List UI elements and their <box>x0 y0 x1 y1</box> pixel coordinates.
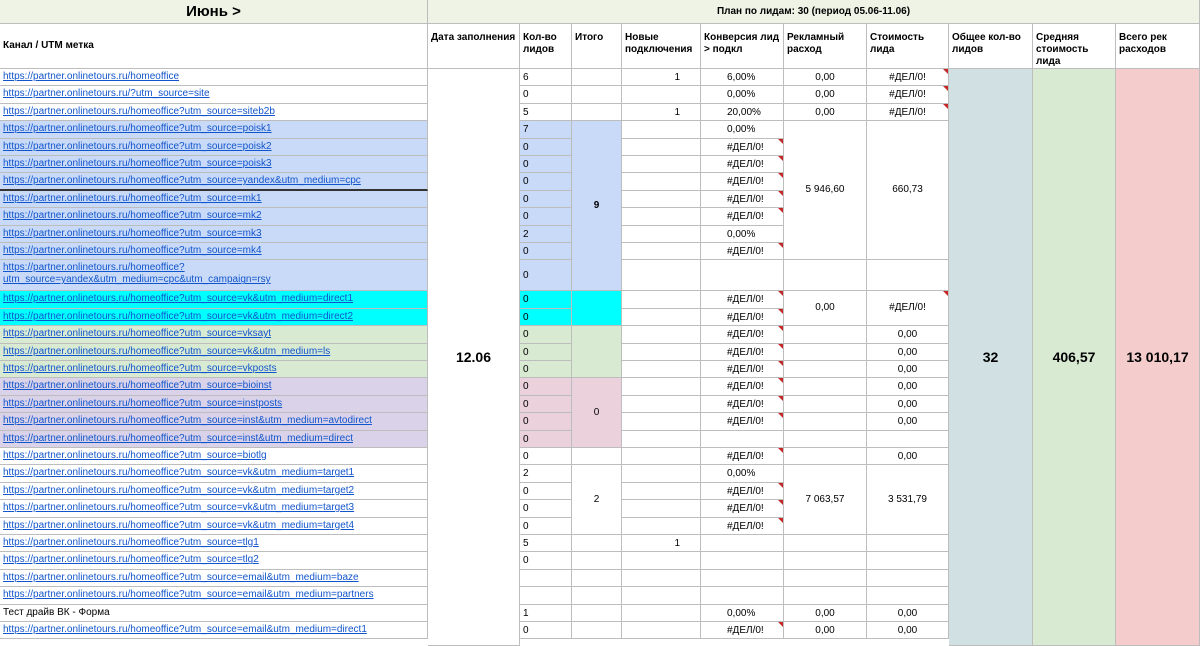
table-row-spend[interactable] <box>784 448 867 465</box>
table-row-conversion[interactable]: #ДЕЛ/0! <box>701 413 784 430</box>
table-row-new[interactable] <box>622 378 701 395</box>
table-row-new[interactable] <box>622 518 701 535</box>
table-row-new[interactable] <box>622 86 701 103</box>
table-row-spend[interactable] <box>784 326 867 343</box>
table-row-conversion[interactable] <box>701 552 784 569</box>
vk-direct-total-cell[interactable] <box>572 291 622 326</box>
table-row-conversion[interactable]: #ДЕЛ/0! <box>701 518 784 535</box>
table-row-total[interactable] <box>572 448 622 465</box>
table-row-new[interactable] <box>622 396 701 413</box>
table-row-leads[interactable]: 0 <box>520 396 572 413</box>
table-row-spend[interactable] <box>784 413 867 430</box>
column-header-leads[interactable]: Кол-во лидов <box>520 24 572 69</box>
table-row-leads[interactable]: 0 <box>520 243 572 260</box>
table-row-leads[interactable]: 0 <box>520 431 572 448</box>
table-row-total[interactable] <box>572 535 622 552</box>
table-row-conversion[interactable]: 0,00% <box>701 121 784 138</box>
table-row-conversion[interactable]: #ДЕЛ/0! <box>701 622 784 639</box>
yandex-spend-cell[interactable]: 5 946,60 <box>784 121 867 260</box>
table-row-cost[interactable] <box>867 260 949 291</box>
table-row-cost[interactable] <box>867 431 949 448</box>
table-row-conversion[interactable]: 0,00% <box>701 605 784 622</box>
table-row-channel[interactable]: https://partner.onlinetours.ru/homeoffice?utm_source=bioinst <box>0 378 428 395</box>
yandex-total-cell[interactable]: 9 <box>572 121 622 291</box>
table-row-new[interactable]: 1 <box>622 535 701 552</box>
column-header-total[interactable]: Итого <box>572 24 622 69</box>
table-row-channel[interactable]: https://partner.onlinetours.ru/homeoffice?utm_source=email&utm_medium=direct1 <box>0 622 428 639</box>
table-row-new[interactable]: 1 <box>622 104 701 121</box>
vk-direct-spend-cell[interactable]: 0,00 <box>784 291 867 326</box>
table-row-conversion[interactable]: #ДЕЛ/0! <box>701 173 784 190</box>
table-row-cost[interactable] <box>867 535 949 552</box>
table-row-leads[interactable]: 0 <box>520 139 572 156</box>
table-row-channel[interactable]: https://partner.onlinetours.ru/homeoffice?utm_source=poisk1 <box>0 121 428 138</box>
table-row-channel[interactable]: https://partner.onlinetours.ru/homeoffice?utm_source=poisk2 <box>0 139 428 156</box>
table-row-new[interactable] <box>622 605 701 622</box>
table-row-new[interactable] <box>622 465 701 482</box>
table-row-channel[interactable]: https://partner.onlinetours.ru/homeoffice?utm_source=tlg2 <box>0 552 428 569</box>
table-row-spend[interactable] <box>784 344 867 361</box>
column-header-date[interactable]: Дата заполнения <box>428 24 520 69</box>
table-row-spend[interactable]: 0,00 <box>784 622 867 639</box>
table-row-new[interactable] <box>622 309 701 326</box>
table-row-channel[interactable]: https://partner.onlinetours.ru/?utm_source=site <box>0 86 428 103</box>
table-row-channel[interactable]: https://partner.onlinetours.ru/homeoffice?utm_source=inst&utm_medium=avtodirect <box>0 413 428 430</box>
table-row-new[interactable] <box>622 191 701 208</box>
table-row-conversion[interactable] <box>701 431 784 448</box>
table-row-conversion[interactable]: 6,00% <box>701 69 784 86</box>
table-row-leads[interactable]: 0 <box>520 86 572 103</box>
column-header-conversion[interactable]: Конверсия лид > подкл <box>701 24 784 69</box>
table-row-spend[interactable]: 0,00 <box>784 605 867 622</box>
table-row-leads[interactable]: 0 <box>520 378 572 395</box>
table-row-spend[interactable] <box>784 431 867 448</box>
table-row-new[interactable] <box>622 226 701 243</box>
table-row-new[interactable] <box>622 291 701 308</box>
table-row-cost[interactable] <box>867 587 949 604</box>
table-row-channel[interactable]: https://partner.onlinetours.ru/homeoffice?utm_source=vkposts <box>0 361 428 378</box>
target-cost-cell[interactable]: 3 531,79 <box>867 465 949 535</box>
table-row-leads[interactable]: 2 <box>520 226 572 243</box>
table-row-channel[interactable]: https://partner.onlinetours.ru/homeoffice?utm_source=email&utm_medium=partners <box>0 587 428 604</box>
date-cell[interactable]: 12.06 <box>428 69 520 646</box>
table-row-new[interactable] <box>622 431 701 448</box>
table-row-conversion[interactable]: #ДЕЛ/0! <box>701 326 784 343</box>
table-row-conversion[interactable]: #ДЕЛ/0! <box>701 191 784 208</box>
table-row-total[interactable] <box>572 104 622 121</box>
table-row-conversion[interactable] <box>701 587 784 604</box>
table-row-total[interactable] <box>572 69 622 86</box>
table-row-new[interactable] <box>622 361 701 378</box>
vk-total-cell[interactable] <box>572 326 622 378</box>
table-row-cost[interactable]: 0,00 <box>867 413 949 430</box>
table-row-cost[interactable]: 0,00 <box>867 448 949 465</box>
table-row-spend[interactable] <box>784 396 867 413</box>
table-row-leads[interactable]: 2 <box>520 465 572 482</box>
table-row-new[interactable] <box>622 413 701 430</box>
table-row-leads[interactable]: 0 <box>520 413 572 430</box>
table-row-conversion[interactable]: 0,00% <box>701 465 784 482</box>
table-row-total[interactable] <box>572 552 622 569</box>
table-row-channel[interactable]: https://partner.onlinetours.ru/homeoffice?utm_source=poisk3 <box>0 156 428 173</box>
table-row-channel[interactable]: https://partner.onlinetours.ru/homeoffice?utm_source=vk&utm_medium=target1 <box>0 465 428 482</box>
table-row-channel[interactable]: https://partner.onlinetours.ru/homeoffice?utm_source=instposts <box>0 396 428 413</box>
table-row-new[interactable] <box>622 173 701 190</box>
table-row-cost[interactable]: 0,00 <box>867 605 949 622</box>
table-row-conversion[interactable]: #ДЕЛ/0! <box>701 344 784 361</box>
table-row-leads[interactable]: 0 <box>520 173 572 190</box>
table-row-leads[interactable]: 0 <box>520 518 572 535</box>
table-row-cost[interactable]: 0,00 <box>867 378 949 395</box>
table-row-spend[interactable] <box>784 587 867 604</box>
table-row-conversion[interactable] <box>701 260 784 291</box>
table-row-conversion[interactable]: 0,00% <box>701 86 784 103</box>
table-row-new[interactable] <box>622 570 701 587</box>
table-row-leads[interactable]: 0 <box>520 208 572 225</box>
table-row-conversion[interactable]: #ДЕЛ/0! <box>701 156 784 173</box>
table-row-spend[interactable] <box>784 378 867 395</box>
table-row-total[interactable] <box>572 570 622 587</box>
table-row-leads[interactable]: 0 <box>520 361 572 378</box>
table-row-leads[interactable]: 7 <box>520 121 572 138</box>
table-row-channel[interactable]: https://partner.onlinetours.ru/homeoffice?utm_source=vk&utm_medium=target2 <box>0 483 428 500</box>
table-row-new[interactable] <box>622 448 701 465</box>
table-row-leads[interactable]: 5 <box>520 535 572 552</box>
all-leads-cell[interactable]: 32 <box>949 69 1033 646</box>
table-row-leads[interactable] <box>520 587 572 604</box>
table-row-new[interactable]: 1 <box>622 69 701 86</box>
table-row-leads[interactable]: 0 <box>520 156 572 173</box>
table-row-conversion[interactable]: #ДЕЛ/0! <box>701 309 784 326</box>
table-row-conversion[interactable] <box>701 535 784 552</box>
table-row-channel[interactable]: Тест драйв ВК - Форма <box>0 605 428 622</box>
table-row-new[interactable] <box>622 500 701 517</box>
table-row-cost[interactable]: 0,00 <box>867 326 949 343</box>
table-row-channel[interactable]: https://partner.onlinetours.ru/homeoffice?utm_source=tlg1 <box>0 535 428 552</box>
table-row-leads[interactable]: 0 <box>520 622 572 639</box>
table-row-cost[interactable]: 0,00 <box>867 622 949 639</box>
table-row-channel[interactable]: https://partner.onlinetours.ru/homeoffice?utm_source=vk&utm_medium=ls <box>0 344 428 361</box>
table-row-leads[interactable]: 0 <box>520 309 572 326</box>
table-row-cost[interactable]: 0,00 <box>867 361 949 378</box>
column-header-channel[interactable]: Канал / UTM метка <box>0 24 428 69</box>
table-row-spend[interactable] <box>784 260 867 291</box>
table-row-total[interactable] <box>572 86 622 103</box>
table-row-channel[interactable]: https://partner.onlinetours.ru/homeoffice <box>0 69 428 86</box>
table-row-leads[interactable]: 0 <box>520 344 572 361</box>
table-row-conversion[interactable]: #ДЕЛ/0! <box>701 361 784 378</box>
target-total-cell[interactable]: 2 <box>572 465 622 535</box>
table-row-leads[interactable]: 0 <box>520 191 572 208</box>
table-row-channel[interactable]: https://partner.onlinetours.ru/homeoffice?utm_source=yandex&utm_medium=cpc&utm_campaign=rsy <box>0 260 428 291</box>
table-row-spend[interactable] <box>784 535 867 552</box>
table-row-new[interactable] <box>622 208 701 225</box>
table-row-channel[interactable]: https://partner.onlinetours.ru/homeoffice?utm_source=vk&utm_medium=target3 <box>0 500 428 517</box>
table-row-spend[interactable] <box>784 361 867 378</box>
table-row-total[interactable] <box>572 605 622 622</box>
table-row-cost[interactable] <box>867 552 949 569</box>
avg-cost-cell[interactable]: 406,57 <box>1033 69 1116 646</box>
table-row-channel[interactable]: https://partner.onlinetours.ru/homeoffice?utm_source=mk4 <box>0 243 428 260</box>
table-row-leads[interactable]: 0 <box>520 260 572 291</box>
table-row-leads[interactable]: 0 <box>520 326 572 343</box>
table-row-leads[interactable]: 5 <box>520 104 572 121</box>
table-row-total[interactable] <box>572 622 622 639</box>
table-row-conversion[interactable]: #ДЕЛ/0! <box>701 291 784 308</box>
table-row-conversion[interactable]: #ДЕЛ/0! <box>701 139 784 156</box>
column-header-avg-cost[interactable]: Средняя стоимость лида <box>1033 24 1116 69</box>
plan-header[interactable]: План по лидам: 30 (период 05.06-11.06) <box>428 0 1200 24</box>
table-row-channel[interactable]: https://partner.onlinetours.ru/homeoffice?utm_source=vk&utm_medium=target4 <box>0 518 428 535</box>
table-row-conversion[interactable]: #ДЕЛ/0! <box>701 448 784 465</box>
table-row-channel[interactable]: https://partner.onlinetours.ru/homeoffice?utm_source=vk&utm_medium=direct2 <box>0 309 428 326</box>
table-row-spend[interactable]: 0,00 <box>784 86 867 103</box>
table-row-leads[interactable]: 6 <box>520 69 572 86</box>
all-spend-cell[interactable]: 13 010,17 <box>1116 69 1200 646</box>
table-row-channel[interactable]: https://partner.onlinetours.ru/homeoffice?utm_source=yandex&utm_medium=cpc <box>0 173 428 190</box>
table-row-new[interactable] <box>622 344 701 361</box>
table-row-spend[interactable]: 0,00 <box>784 69 867 86</box>
table-row-conversion[interactable]: #ДЕЛ/0! <box>701 378 784 395</box>
table-row-conversion[interactable]: #ДЕЛ/0! <box>701 396 784 413</box>
table-row-cost[interactable]: #ДЕЛ/0! <box>867 69 949 86</box>
table-row-leads[interactable]: 1 <box>520 605 572 622</box>
table-row-conversion[interactable]: #ДЕЛ/0! <box>701 483 784 500</box>
table-row-conversion[interactable] <box>701 570 784 587</box>
table-row-new[interactable] <box>622 622 701 639</box>
month-header[interactable]: Июнь > <box>0 0 428 24</box>
table-row-cost[interactable]: 0,00 <box>867 344 949 361</box>
table-row-new[interactable] <box>622 260 701 291</box>
column-header-all-spend[interactable]: Всего рек расходов <box>1116 24 1200 69</box>
column-header-new[interactable]: Новые подключения <box>622 24 701 69</box>
table-row-cost[interactable]: 0,00 <box>867 396 949 413</box>
table-row-spend[interactable] <box>784 552 867 569</box>
table-row-leads[interactable]: 0 <box>520 552 572 569</box>
table-row-conversion[interactable]: #ДЕЛ/0! <box>701 243 784 260</box>
table-row-conversion[interactable]: 0,00% <box>701 226 784 243</box>
table-row-new[interactable] <box>622 483 701 500</box>
table-row-conversion[interactable]: #ДЕЛ/0! <box>701 208 784 225</box>
table-row-new[interactable] <box>622 139 701 156</box>
table-row-new[interactable] <box>622 587 701 604</box>
table-row-new[interactable] <box>622 121 701 138</box>
table-row-new[interactable] <box>622 552 701 569</box>
table-row-channel[interactable]: https://partner.onlinetours.ru/homeoffice?utm_source=vksayt <box>0 326 428 343</box>
table-row-cost[interactable]: #ДЕЛ/0! <box>867 86 949 103</box>
table-row-total[interactable] <box>572 587 622 604</box>
table-row-new[interactable] <box>622 326 701 343</box>
target-spend-cell[interactable]: 7 063,57 <box>784 465 867 535</box>
table-row-cost[interactable]: #ДЕЛ/0! <box>867 104 949 121</box>
table-row-leads[interactable]: 0 <box>520 448 572 465</box>
table-row-channel[interactable]: https://partner.onlinetours.ru/homeoffice?utm_source=mk1 <box>0 191 428 208</box>
inst-total-cell[interactable]: 0 <box>572 378 622 448</box>
column-header-cost[interactable]: Стоимость лида <box>867 24 949 69</box>
table-row-new[interactable] <box>622 156 701 173</box>
table-row-spend[interactable]: 0,00 <box>784 104 867 121</box>
table-row-conversion[interactable]: #ДЕЛ/0! <box>701 500 784 517</box>
yandex-cost-cell[interactable]: 660,73 <box>867 121 949 260</box>
table-row-conversion[interactable]: 20,00% <box>701 104 784 121</box>
table-row-channel[interactable]: https://partner.onlinetours.ru/homeoffice?utm_source=mk2 <box>0 208 428 225</box>
column-header-spend[interactable]: Рекламный расход <box>784 24 867 69</box>
table-row-channel[interactable]: https://partner.onlinetours.ru/homeoffice?utm_source=siteb2b <box>0 104 428 121</box>
table-row-cost[interactable] <box>867 570 949 587</box>
table-row-channel[interactable]: https://partner.onlinetours.ru/homeoffice?utm_source=vk&utm_medium=direct1 <box>0 291 428 308</box>
table-row-channel[interactable]: https://partner.onlinetours.ru/homeoffice?utm_source=email&utm_medium=baze <box>0 570 428 587</box>
table-row-spend[interactable] <box>784 570 867 587</box>
table-row-leads[interactable] <box>520 570 572 587</box>
table-row-channel[interactable]: https://partner.onlinetours.ru/homeoffice?utm_source=inst&utm_medium=direct <box>0 431 428 448</box>
vk-direct-cost-cell[interactable]: #ДЕЛ/0! <box>867 291 949 326</box>
table-row-leads[interactable]: 0 <box>520 500 572 517</box>
table-row-channel[interactable]: https://partner.onlinetours.ru/homeoffice?utm_source=mk3 <box>0 226 428 243</box>
table-row-leads[interactable]: 0 <box>520 291 572 308</box>
table-row-leads[interactable]: 0 <box>520 483 572 500</box>
column-header-all-leads[interactable]: Общее кол-во лидов <box>949 24 1033 69</box>
table-row-new[interactable] <box>622 243 701 260</box>
table-row-channel[interactable]: https://partner.onlinetours.ru/homeoffice?utm_source=biotlg <box>0 448 428 465</box>
